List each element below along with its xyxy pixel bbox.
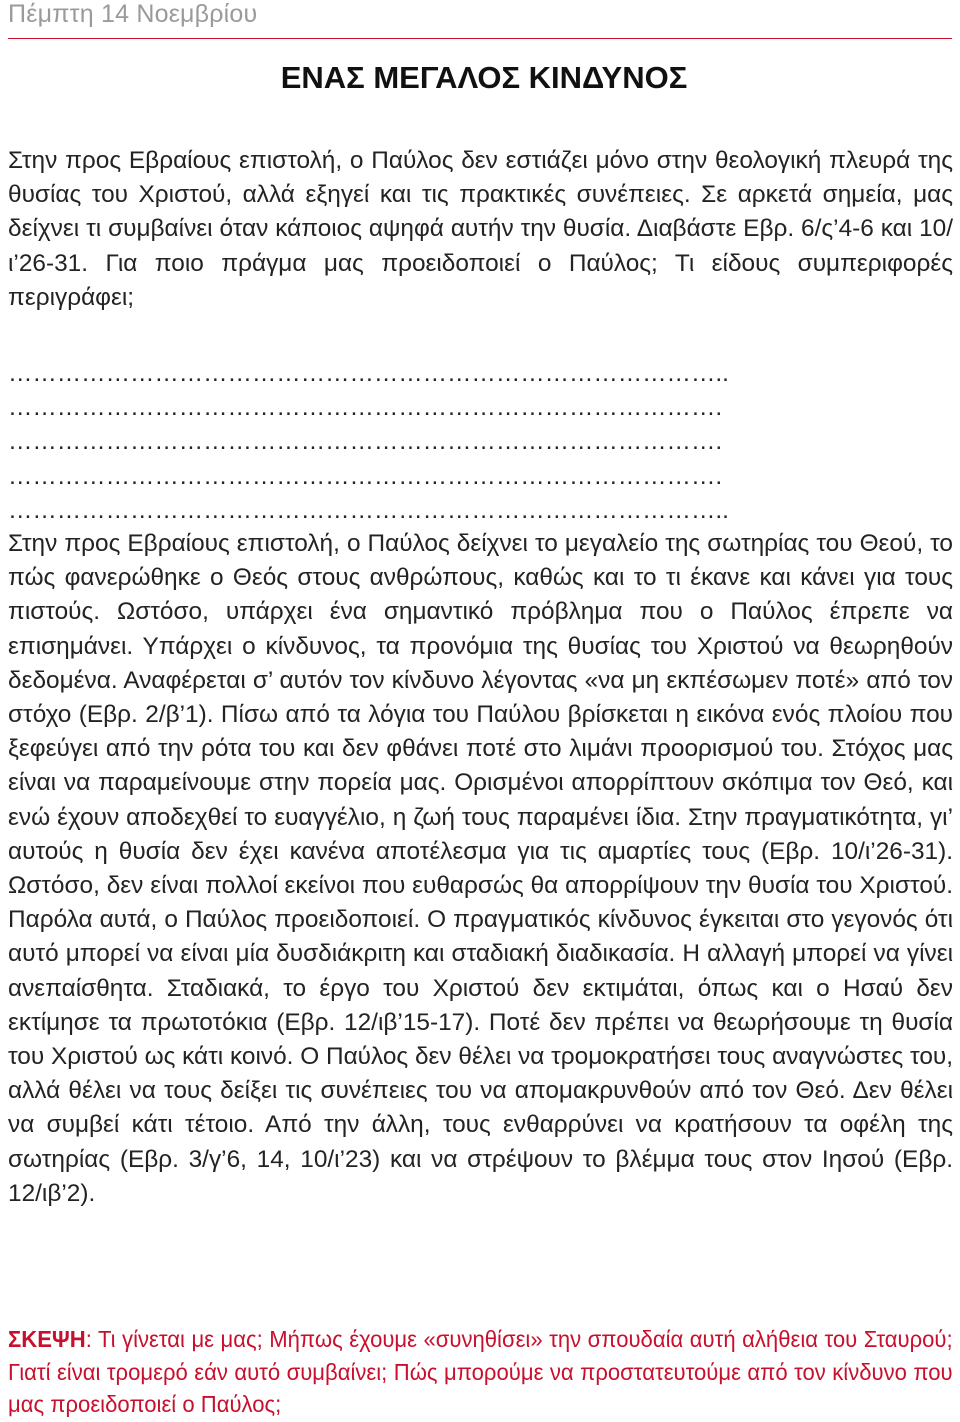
lesson-title: ΕΝΑΣ ΜΕΓΑΛΟΣ ΚΙΝΔΥΝΟΣ <box>280 60 688 95</box>
answer-line[interactable]: …………………………………………………………………………….. <box>8 360 729 387</box>
page-date-header: Πέμπτη 14 Νοεμβρίου <box>8 0 258 28</box>
header-divider <box>8 38 952 39</box>
thought-label: ΣΚΕΨΗ <box>8 1326 86 1352</box>
body-paragraph: Στην προς Εβραίους επιστολή, ο Παύλος δείχνει το μεγαλείο της σωτηρίας του Θεού, το πώς φανερώθηκε ο Θεός στους ανθρώπους, καθώς και το τι έκανε και κάνει για τους πιστούς. Ωστόσο, υπάρχει ένα σημαντικό πρόβλημα που ο Παύλος έπρεπε να επισημάνει. Υπάρχει ο κίνδυνος, τα προνόμια της θυσίας του Χριστού να θεωρηθούν δεδομένα. Αναφέρεται σ’ αυτόν τον κίνδυνο λέγοντας «να μη εκπέσωμεν ποτέ» από τον στόχο (Εβρ. 2/β’1). Πίσω από τα λόγια του Παύλου βρίσκεται η εικόνα ενός πλοίου που ξεφεύγει από την ρότα του και δεν φθάνει ποτέ στο λιμάνι προορισμού του. Στόχος μας είναι να παραμείνουμε στην πορεία μας. Ορισμένοι απορρίπτουν σκόπιμα τον Θεό, και ενώ έχουν αποδεχθεί το ευαγγέλιο, η ζωή τους παραμένει ίδια. Στην πραγματικότητα, γι’ αυτούς η θυσία δεν έχει κανένα αποτέλεσμα για τις αμαρτίες τους (Εβρ. 10/ι’26-31). Ωστόσο, δεν είναι πολλοί εκείνοι που ευθαρσώς θα απορρίψουν την θυσία του Χριστού. Παρόλα αυτά, ο Παύλος προειδοποιεί. Ο πραγματικός κίνδυνος έγκειται στο γεγονός ότι αυτό μπορεί να είναι μία δυσδιάκριτη και σταδιακή διαδικασία. Η αλλαγή μπορεί να γίνει ανεπαίσθητα. Σταδιακά, το έργο του Χριστού δεν εκτιμάται, όπως και ο Ησαύ δεν εκτίμησε τα πρωτοτόκια (Εβρ. 12/ιβ’15-17). Ποτέ δεν πρέπει να θεωρήσουμε τη θυσία του Χριστού ως κάτι κοινό. Ο Παύλος δεν θέλει να τρομοκρατήσει τους αναγνώστες του, αλλά θέλει να τους δείξει τις συνέπειες του να απομακρυνθούν από τον Θεό. Δεν θέλει να συμβεί κάτι τέτοιο. Από την άλλη, τους ενθαρρύνει να κρατήσουν τα οφέλη της σωτηρίας (Εβρ. 3/γ’6, 14, 10/ι’23) και να στρέψουν το βλέμμα τους στον Ιησού (Εβρ. 12/ιβ’2). <box>8 530 953 1207</box>
answer-line[interactable]: ……………………………………………………………………………. <box>8 462 723 490</box>
answer-line[interactable]: ……………………………………………………………………………. <box>8 394 723 422</box>
answer-line[interactable]: …………………………………………………………………………….. <box>8 496 729 524</box>
intro-paragraph: Στην προς Εβραίους επιστολή, ο Παύλος δεν εστιάζει μόνο στην θεολογική πλευρά της θυσίας του Χριστού, αλλά εξηγεί και τις πρακτικές συνέπειες. Σε αρκετά σημεία, μας δείχνει τι συμβαίνει όταν κάποιος αψηφά αυτήν την θυσία. Διαβάστε Εβρ. 6/ς’4-6 και 10/ι’26-31. Για ποιο πράγμα μας προειδοποιεί ο Παύλος; Τι είδους συμπεριφορές περιγράφει; <box>8 147 953 311</box>
thought-box <box>8 1323 953 1421</box>
answer-line[interactable]: ……………………………………………………………………………. <box>8 428 723 456</box>
thought-text: : Τι γίνεται με μας; Μήπως έχουμε «συνηθίσει» την σπουδαία αυτή αλήθεια του Σταυρού; Γιατί είναι τρομερό εάν αυτό συμβαίνει; Πώς μπορούμε να προστατευτούμε από τον κίνδυνο που μας προειδοποιεί ο Παύλος; <box>8 1326 953 1417</box>
answer-lines <box>8 357 953 528</box>
